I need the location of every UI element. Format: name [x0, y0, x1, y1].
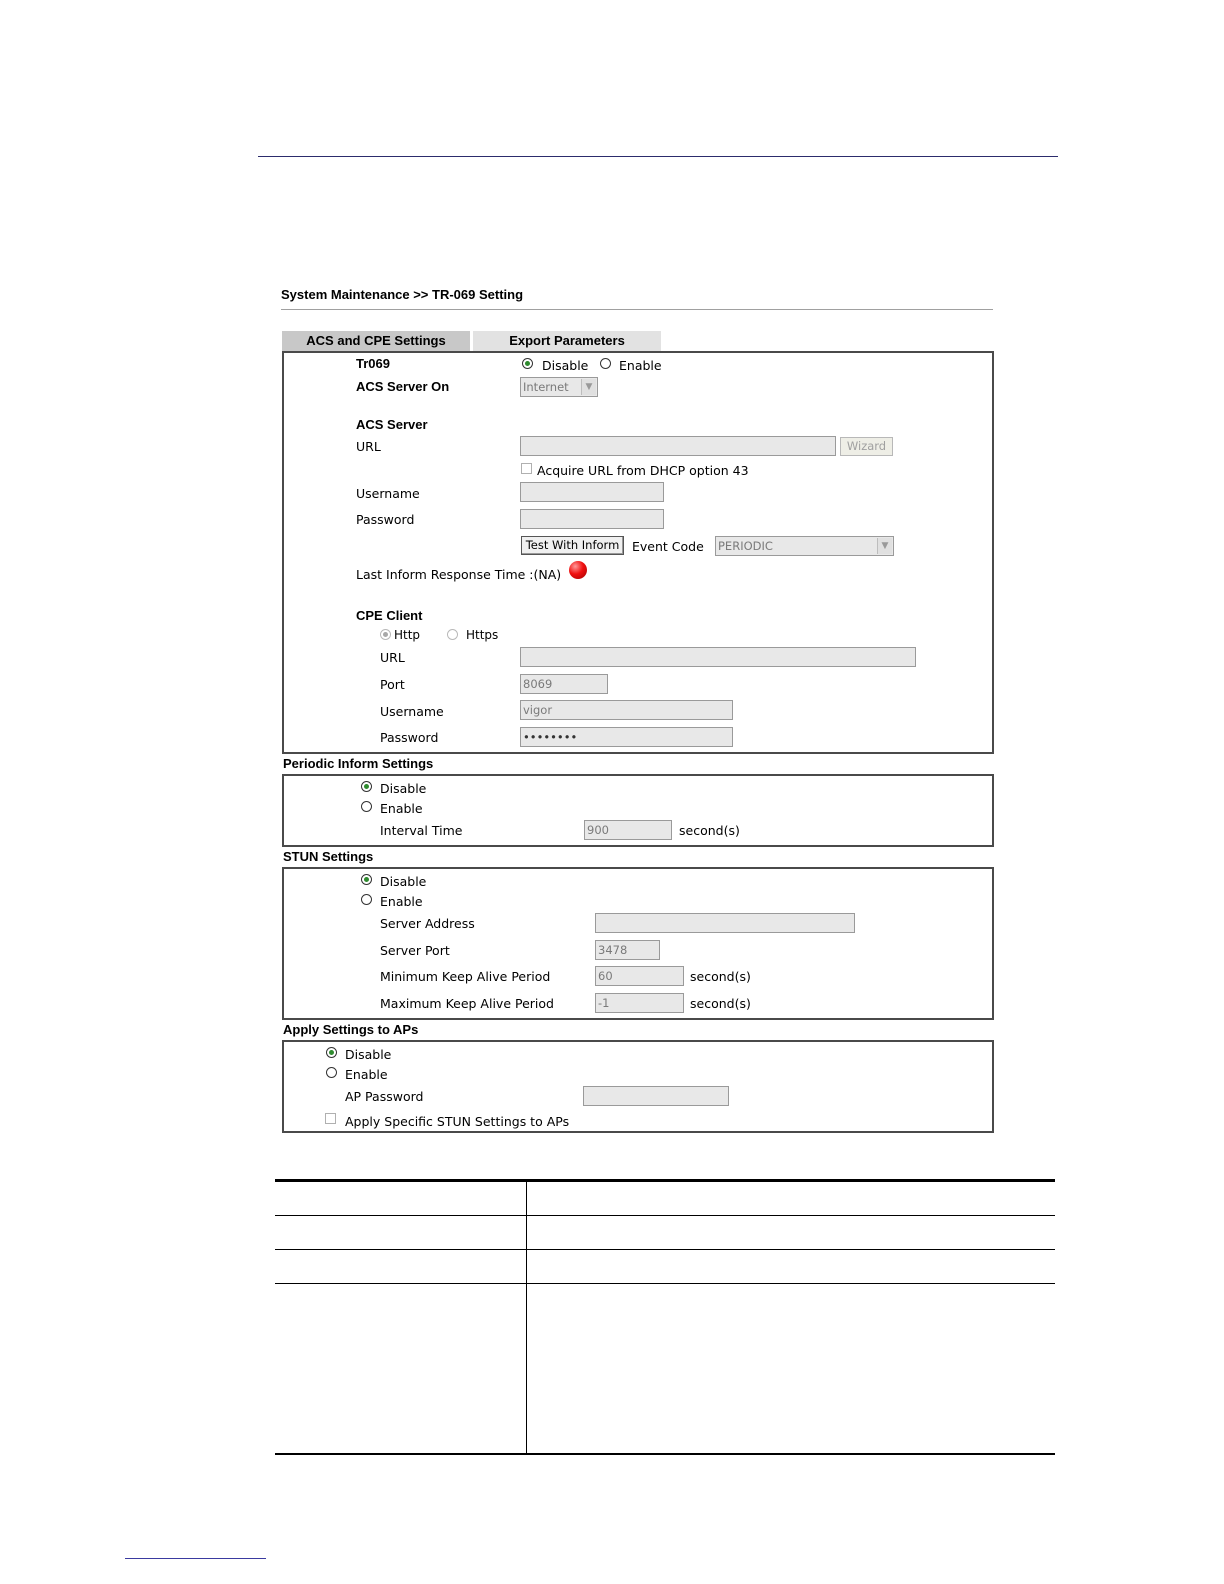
- tr069-label: Tr069: [356, 356, 390, 371]
- ap-password-input[interactable]: [583, 1086, 729, 1106]
- cpe-password-input[interactable]: ••••••••: [520, 727, 733, 747]
- max-keep-alive-unit: second(s): [690, 996, 751, 1011]
- table-row: [275, 1181, 1055, 1216]
- cpe-username-input[interactable]: vigor: [520, 700, 733, 720]
- stun-enable-label: Enable: [380, 894, 423, 909]
- description-table: [275, 1179, 1055, 1455]
- server-address-label: Server Address: [380, 916, 475, 931]
- table-cell: [527, 1181, 1056, 1216]
- tr069-enable-radio[interactable]: [600, 358, 611, 369]
- acs-server-on-value: Internet: [523, 380, 569, 394]
- table-cell: [527, 1284, 1056, 1454]
- interval-time-input[interactable]: 900: [584, 820, 672, 840]
- apply-stun-aps-checkbox[interactable]: [325, 1113, 336, 1124]
- aps-enable-radio[interactable]: [326, 1067, 337, 1078]
- wizard-button[interactable]: Wizard: [840, 437, 893, 456]
- breadcrumb: System Maintenance >> TR-069 Setting: [281, 287, 524, 302]
- acquire-dhcp-checkbox[interactable]: [521, 463, 532, 474]
- tr069-disable-radio[interactable]: [522, 358, 533, 369]
- apply-aps-title: Apply Settings to APs: [283, 1022, 419, 1037]
- event-code-select[interactable]: [715, 536, 894, 556]
- acs-server-on-label: ACS Server On: [356, 379, 450, 394]
- acs-username-input[interactable]: [520, 482, 664, 502]
- cpe-port-input[interactable]: 8069: [520, 674, 608, 694]
- acs-password-input[interactable]: [520, 509, 664, 529]
- tab-acs-cpe-settings[interactable]: ACS and CPE Settings: [282, 331, 470, 351]
- table-cell: [275, 1250, 527, 1284]
- table-row: [275, 1216, 1055, 1250]
- cpe-password-label: Password: [380, 730, 439, 745]
- test-with-inform-button[interactable]: Test With Inform: [521, 536, 624, 555]
- stun-enable-radio[interactable]: [361, 894, 372, 905]
- table-row: [275, 1250, 1055, 1284]
- table-cell: [527, 1216, 1056, 1250]
- tr069-enable-label: Enable: [619, 358, 662, 373]
- cpe-http-label: Http: [394, 628, 421, 642]
- max-keep-alive-input[interactable]: -1: [595, 993, 684, 1013]
- chevron-down-icon: ▼: [877, 538, 892, 554]
- apply-stun-aps-label: Apply Specific STUN Settings to APs: [345, 1114, 570, 1129]
- acs-username-label: Username: [356, 486, 420, 501]
- min-keep-alive-input[interactable]: 60: [595, 966, 684, 986]
- table-cell: [275, 1181, 527, 1216]
- periodic-enable-label: Enable: [380, 801, 423, 816]
- table-cell: [275, 1216, 527, 1250]
- min-keep-alive-unit: second(s): [690, 969, 751, 984]
- table-row: [275, 1284, 1055, 1454]
- chevron-down-icon: ▼: [581, 379, 596, 395]
- cpe-username-label: Username: [380, 704, 444, 719]
- cpe-https-label: Https: [466, 628, 499, 642]
- periodic-inform-title: Periodic Inform Settings: [283, 756, 434, 771]
- server-port-label: Server Port: [380, 943, 450, 958]
- event-code-value: PERIODIC: [718, 539, 773, 553]
- acquire-dhcp-label: Acquire URL from DHCP option 43: [537, 463, 749, 478]
- cpe-http-radio[interactable]: [380, 629, 391, 640]
- status-indicator-icon: [569, 561, 587, 579]
- acs-password-label: Password: [356, 512, 415, 527]
- ap-password-label: AP Password: [345, 1089, 424, 1104]
- last-inform-label: Last Inform Response Time :(NA): [356, 567, 562, 582]
- acs-server-heading: ACS Server: [356, 417, 428, 432]
- cpe-port-label: Port: [380, 677, 405, 692]
- aps-enable-label: Enable: [345, 1067, 388, 1082]
- tr069-disable-label: Disable: [542, 358, 589, 373]
- aps-disable-label: Disable: [345, 1047, 392, 1062]
- stun-settings-title: STUN Settings: [283, 849, 374, 864]
- cpe-client-heading: CPE Client: [356, 608, 423, 623]
- aps-disable-radio[interactable]: [326, 1047, 337, 1058]
- acs-server-on-select[interactable]: [520, 377, 598, 397]
- header-rule: [258, 156, 1058, 157]
- periodic-disable-label: Disable: [380, 781, 427, 796]
- tab-export-parameters[interactable]: Export Parameters: [473, 331, 661, 351]
- acs-url-input[interactable]: [520, 436, 836, 456]
- interval-time-label: Interval Time: [380, 823, 463, 838]
- table-cell: [527, 1250, 1056, 1284]
- stun-disable-radio[interactable]: [361, 874, 372, 885]
- breadcrumb-divider: [281, 309, 993, 310]
- footer-rule: [125, 1558, 266, 1559]
- min-keep-alive-label: Minimum Keep Alive Period: [380, 969, 551, 984]
- stun-disable-label: Disable: [380, 874, 427, 889]
- max-keep-alive-label: Maximum Keep Alive Period: [380, 996, 554, 1011]
- server-port-input[interactable]: 3478: [595, 940, 660, 960]
- cpe-https-radio[interactable]: [447, 629, 458, 640]
- cpe-url-input[interactable]: [520, 647, 916, 667]
- interval-time-unit: second(s): [679, 823, 740, 838]
- cpe-url-label: URL: [380, 650, 405, 665]
- periodic-disable-radio[interactable]: [361, 781, 372, 792]
- table-cell: [275, 1284, 527, 1454]
- server-address-input[interactable]: [595, 913, 855, 933]
- event-code-label: Event Code: [632, 539, 704, 554]
- periodic-enable-radio[interactable]: [361, 801, 372, 812]
- acs-url-label: URL: [356, 439, 381, 454]
